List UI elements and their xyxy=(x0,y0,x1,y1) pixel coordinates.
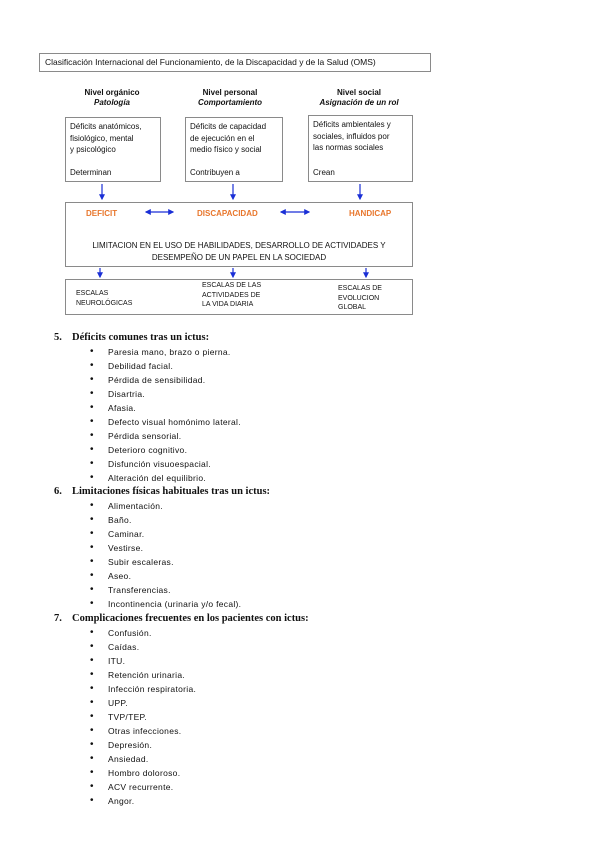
list-item: • ACV recurrente. xyxy=(108,782,173,792)
scale-line: GLOBAL xyxy=(338,304,367,311)
level-desc-line: sociales, influidos por xyxy=(313,131,390,141)
limitation-line: LIMITACION EN EL USO DE HABILIDADES, DESARROLLO DE ACTIVIDADES Y xyxy=(92,241,386,250)
diagram-arrows xyxy=(0,0,599,330)
level-subtitle: Comportamiento xyxy=(198,98,262,107)
scale-line: ESCALAS DE LAS xyxy=(202,282,262,289)
level-desc-line: fisiológico, mental xyxy=(70,133,134,143)
list-item: • Disartria. xyxy=(108,389,145,399)
list-item: • Vestirse. xyxy=(108,543,143,553)
list-item: • Angor. xyxy=(108,796,134,806)
list-item: • Incontinencia (urinaria y/o fecal). xyxy=(108,599,241,609)
concept-deficit: DEFICIT xyxy=(86,209,118,218)
level-desc-line: las normas sociales xyxy=(313,143,384,152)
level-subtitle: Asignación de un rol xyxy=(319,98,399,107)
scale-line: ACTIVIDADES DE xyxy=(202,291,261,299)
level-verb: Determinan xyxy=(70,167,112,177)
list-item: • Afasia. xyxy=(108,403,136,413)
scale-line: EVOLUCION xyxy=(338,294,380,302)
limitation-line: DESEMPEÑO DE UN PAPEL EN LA SOCIEDAD xyxy=(151,253,327,262)
section-title: Limitaciones físicas habituales tras un ictus: xyxy=(72,486,271,497)
list-item: • Debilidad facial. xyxy=(108,361,173,371)
level-desc-line: Déficits anatómicos, xyxy=(70,122,142,131)
scale-line: NEUROLÓGICAS xyxy=(76,299,133,307)
level-verb: Crean xyxy=(313,167,335,177)
list-item: • Alteración del equilibrio. xyxy=(108,473,206,483)
level-desc-line: de ejecución en el xyxy=(190,133,255,143)
level-verb: Contribuyen a xyxy=(190,167,240,177)
section-number: 7. xyxy=(54,613,62,624)
list-item: • Otras infecciones. xyxy=(108,726,181,736)
level-desc-line: Déficits ambientales y xyxy=(313,120,391,129)
list-item: • Aseo. xyxy=(108,571,131,581)
list-item: • Baño. xyxy=(108,515,132,525)
list-item: • Caídas. xyxy=(108,642,139,652)
scale-line: ESCALAS DE xyxy=(338,285,382,292)
list-item: • Paresia mano, brazo o pierna. xyxy=(108,347,231,357)
level-desc-line: Déficits de capacidad xyxy=(190,122,267,131)
section-heading xyxy=(54,332,209,343)
list-item: • ITU. xyxy=(108,656,125,666)
list-item: • Transferencias. xyxy=(108,585,171,595)
list-item: • TVP/TEP. xyxy=(108,712,147,722)
level-desc-line: y psicológico xyxy=(70,145,116,154)
section-title: Déficits comunes tras un ictus: xyxy=(72,332,210,343)
section-heading xyxy=(54,486,270,497)
list-item: • Hombro doloroso. xyxy=(108,768,180,778)
concept-discapacidad: DISCAPACIDAD xyxy=(197,209,258,218)
level-title: Nivel social xyxy=(336,88,382,97)
section-heading xyxy=(54,613,309,624)
scale-line: LA VIDA DIARIA xyxy=(202,301,254,308)
list-item: • Defecto visual homónimo lateral. xyxy=(108,417,241,427)
level-desc-line: medio físico y social xyxy=(190,145,262,154)
level-title: Nivel orgánico xyxy=(84,88,140,97)
list-item: • UPP. xyxy=(108,698,128,708)
list-item: • Pérdida de sensibilidad. xyxy=(108,375,205,385)
section-number: 6. xyxy=(54,486,62,497)
concept-handicap: HANDICAP xyxy=(349,209,392,218)
list-item: • Confusión. xyxy=(108,628,152,638)
diagram-title: Clasificación Internacional del Funcionamiento, de la Discapacidad y de la Salud (OMS) xyxy=(39,53,431,72)
list-item: • Deterioro cognitivo. xyxy=(108,445,187,455)
scale-line: ESCALAS xyxy=(76,290,109,297)
list-item: • Ansiedad. xyxy=(108,754,149,764)
list-item: • Infección respiratoria. xyxy=(108,684,196,694)
section-number: 5. xyxy=(54,332,62,343)
list-item: • Disfunción visuoespacial. xyxy=(108,459,211,469)
section-title: Complicaciones frecuentes en los pacientes con ictus: xyxy=(72,613,309,624)
list-item: • Depresión. xyxy=(108,740,152,750)
list-item: • Subir escaleras. xyxy=(108,557,174,567)
list-item: • Alimentación. xyxy=(108,501,163,511)
list-item: • Pérdida sensorial. xyxy=(108,431,181,441)
level-title: Nivel personal xyxy=(202,88,258,97)
level-subtitle: Patología xyxy=(93,98,130,107)
list-item: • Caminar. xyxy=(108,529,144,539)
list-item: • Retención urinaria. xyxy=(108,670,185,680)
